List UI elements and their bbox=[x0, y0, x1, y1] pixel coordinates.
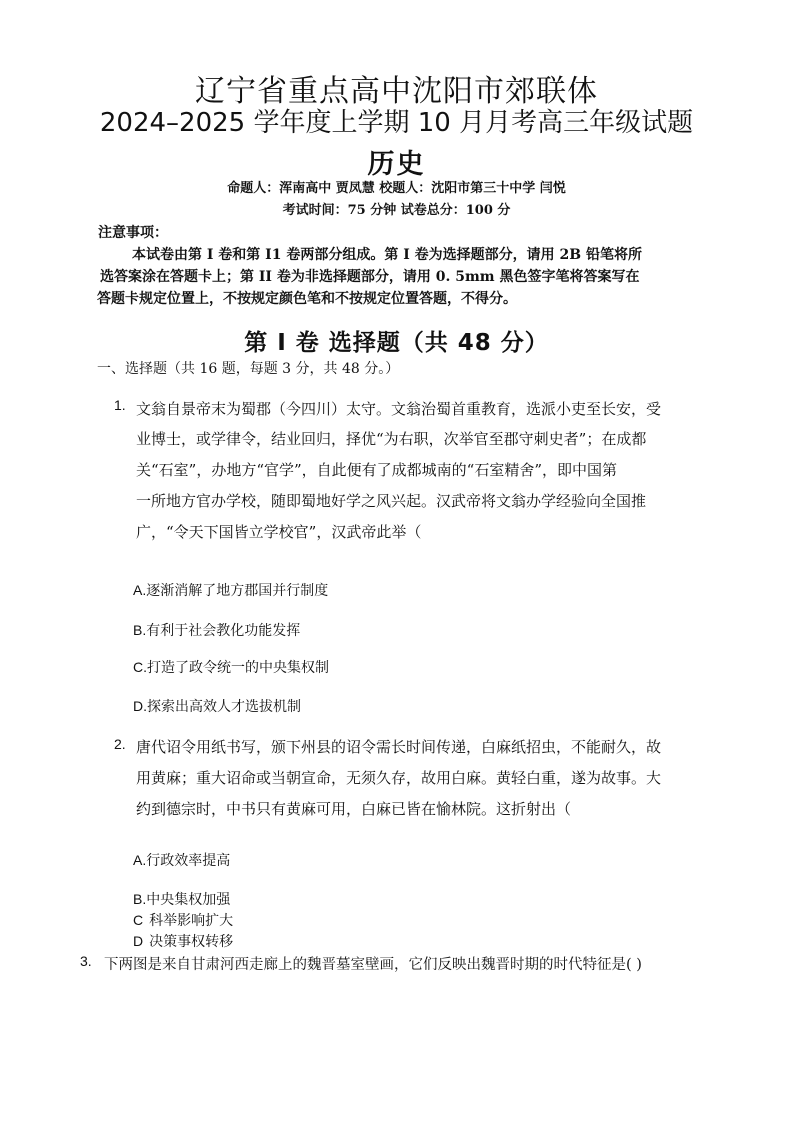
question-number: 3. bbox=[80, 953, 92, 969]
authors-line: 命题人：浑南高中 贾凤慧 校题人：沈阳市第三十中学 闫悦 bbox=[227, 181, 566, 196]
subject-title: 历史 bbox=[367, 149, 426, 180]
question-text-line: 广，“令天下国皆立学校官”，汉武帝此举（ bbox=[136, 523, 422, 541]
option-text: 探索出高效人才选拔机制 bbox=[147, 699, 301, 715]
question-text-line: 业博士，或学律令，结业回归，择优“为右职，次举官至郡守刺史者”；在成都 bbox=[136, 430, 647, 448]
answer-option-b[interactable] bbox=[133, 620, 300, 640]
question-number: 2. bbox=[114, 736, 126, 752]
question-text-line: 约到德宗时，中书只有黄麻可用，白麻已皆在愉林院。这折射出（ bbox=[136, 800, 572, 818]
notes-label: 注意事项： bbox=[98, 225, 168, 241]
question-number: 1. bbox=[114, 397, 126, 413]
answer-option-c[interactable] bbox=[133, 910, 233, 930]
question-text-line: 唐代诏令用纸书写，颁下州县的诏令需长时间传递，白麻纸招虫，不能耐久，故 bbox=[136, 738, 662, 756]
option-letter: D. bbox=[133, 698, 147, 714]
notes-line: 答题卡规定位置上，不按规定颜色笔和不按规定位置答题，不得分。 bbox=[97, 291, 517, 307]
option-letter: A. bbox=[133, 852, 147, 868]
answer-option-c[interactable] bbox=[133, 657, 329, 677]
option-letter: A. bbox=[133, 582, 147, 598]
option-text: 决策事权转移 bbox=[149, 934, 234, 950]
question-text-line: 一所地方官办学校，随即蜀地好学之风兴起。汉武帝将文翁办学经验向全国推 bbox=[136, 492, 647, 510]
option-text: 打造了政令统一的中央集权制 bbox=[147, 660, 329, 676]
answer-option-d[interactable] bbox=[133, 931, 233, 951]
exam-info-line: 考试时间：75 分钟 试卷总分：100 分 bbox=[282, 203, 511, 218]
option-text: 科举影响扩大 bbox=[149, 913, 234, 929]
option-letter: D bbox=[133, 933, 144, 949]
question-text-line: 用黄麻；重大诏命或当朝宣命，无须久存，故用白麻。黄轻白重，遂为故事。大 bbox=[136, 769, 662, 787]
exam-title-line1: 辽宁省重点高中沈阳市郊联体 bbox=[195, 74, 598, 109]
answer-option-b[interactable] bbox=[133, 889, 230, 909]
option-letter: C. bbox=[133, 659, 147, 675]
notes-line: 选答案涂在答题卡上；第 II 卷为非选择题部分，请用 0. 5mm 黑色签字笔将答案写在 bbox=[100, 269, 640, 285]
option-letter: B. bbox=[133, 622, 147, 638]
question-text-line: 文翁自景帝末为蜀郡（今四川）太守。文翁治蜀首重教育，选派小吏至长安，受 bbox=[136, 400, 662, 418]
option-text: 行政效率提高 bbox=[146, 853, 231, 869]
answer-option-a[interactable] bbox=[133, 580, 328, 600]
option-letter: C bbox=[133, 912, 144, 928]
question-text-line: 关“石室”，办地方“官学”，自此便有了成都城南的“石室精舍”，即中国第 bbox=[136, 461, 618, 479]
section-heading: 一、选择题（共 16 题，每题 3 分，共 48 分。） bbox=[97, 361, 400, 377]
answer-option-d[interactable] bbox=[133, 696, 301, 716]
option-letter: B. bbox=[133, 891, 147, 907]
question-text-line: 下两图是来自甘肃河西走廊上的魏晋墓室壁画，它们反映出魏晋时期的时代特征是( ) bbox=[104, 957, 642, 973]
answer-option-a[interactable] bbox=[133, 850, 230, 870]
option-text: 逐渐消解了地方郡国并行制度 bbox=[146, 583, 329, 599]
exam-title-line2: 2024–2025 学年度上学期 10 月月考高三年级试题 bbox=[99, 108, 694, 138]
part1-title: 第 I 卷 选择题（共 48 分） bbox=[244, 330, 549, 356]
option-text: 有利于社会教化功能发挥 bbox=[146, 623, 301, 639]
notes-line: 本试卷由第 I 卷和第 I1 卷两部分组成。第 I 卷为选择题部分，请用 2B 铅笔将所 bbox=[132, 247, 642, 263]
option-text: 中央集权加强 bbox=[146, 892, 231, 908]
